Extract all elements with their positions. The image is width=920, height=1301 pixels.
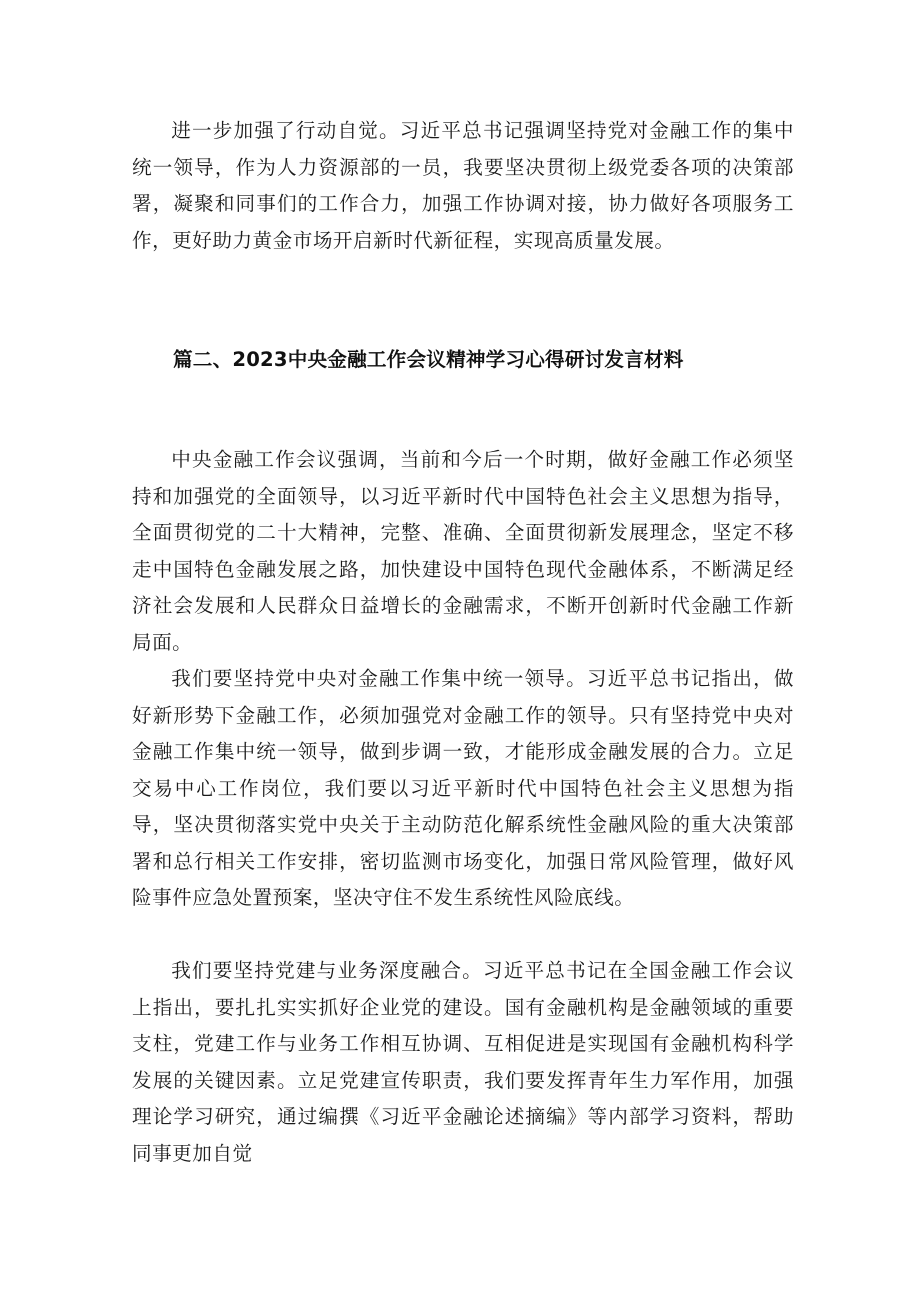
continuation-paragraph: 进一步加强了行动自觉。习近平总书记强调坚持党对金融工作的集中统一领导，作为人力资源部的一员，我要坚决贯彻上级党委各项的决策部署，凝聚和同事们的工作合力，加强工作协调对接，协力做好各项服务工作，更好助力黄金市场开启新时代新征程，实现高质量发展。 [132,119,794,252]
section-heading: 篇二、2023中央金融工作会议精神学习心得研讨发言材料 [173,348,684,371]
body-paragraph-1: 中央金融工作会议强调，当前和今后一个时期，做好金融工作必须坚持和加强党的全面领导，以习近平新时代中国特色社会主义思想为指导，全面贯彻党的二十大精神，完整、准确、全面贯彻新发展理念，坚定不移走中国特色金融发展之路，加快建设中国特色现代金融体系，不断满足经济社会发展和人民群众日益增长的金融需求，不断开创新时代金融工作新局面。 [132,448,794,654]
body-paragraph-3: 我们要坚持党建与业务深度融合。习近平总书记在全国金融工作会议上指出，要扎扎实实抓好企业党的建设。国有金融机构是金融领域的重要支柱，党建工作与业务工作相互协调、互相促进是实现国有金融机构科学发展的关键因素。立足党建宣传职责，我们要发挥青年生力军作用，加强理论学习研究，通过编撰《习近平金融论述摘编》等内部学习资料，帮助同事更加自觉 [132,959,794,1165]
body-paragraph-2: 我们要坚持党中央对金融工作集中统一领导。习近平总书记指出，做好新形势下金融工作，必须加强党对金融工作的领导。只有坚持党中央对金融工作集中统一领导，做到步调一致，才能形成金融发展的合力。立足交易中心工作岗位，我们要以习近平新时代中国特色社会主义思想为指导，坚决贯彻落实党中央关于主动防范化解系统性金融风险的重大决策部署和总行相关工作安排，密切监测市场变化，加强日常风险管理，做好风险事件应急处置预案，坚决守住不发生系统性风险底线。 [132,667,794,909]
